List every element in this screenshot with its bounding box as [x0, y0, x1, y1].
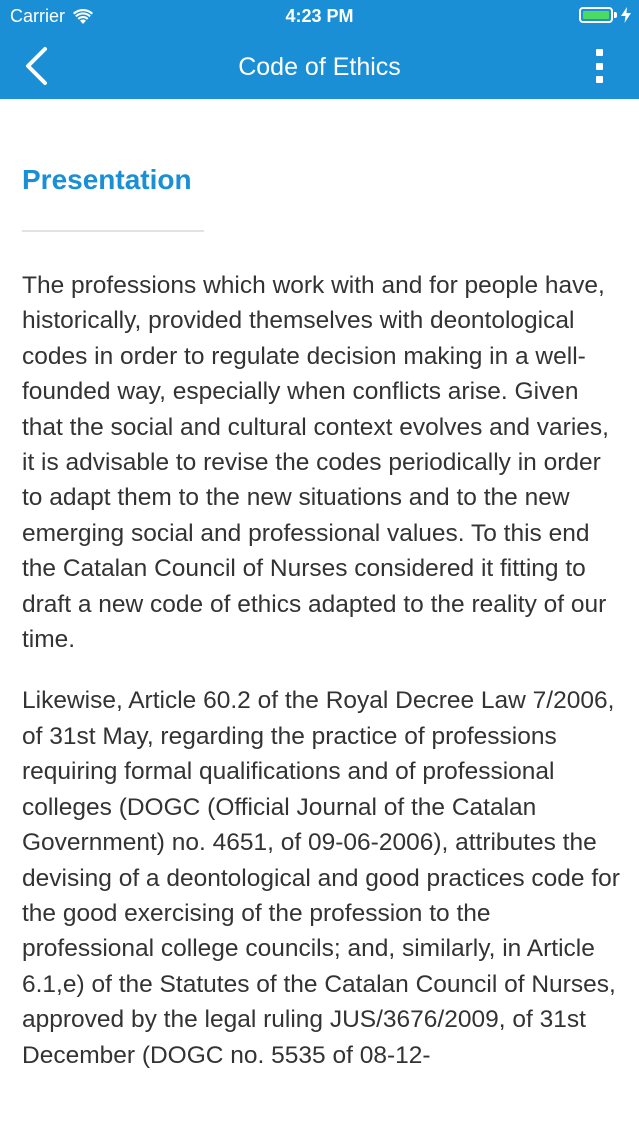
more-vertical-icon-dot: [596, 63, 603, 70]
status-time: 4:23 PM: [285, 6, 354, 26]
charging-bolt-icon: [621, 7, 631, 23]
status-bar: [0, 0, 639, 34]
article-content: [22, 99, 622, 1073]
battery-icon: [579, 7, 613, 23]
page-title: Code of Ethics: [238, 53, 401, 81]
section-title: Presentation: [22, 164, 192, 195]
title-divider: [22, 230, 204, 232]
more-vertical-icon: [596, 49, 603, 56]
carrier-label: Carrier: [10, 6, 66, 26]
battery-indicator: [579, 7, 631, 23]
navigation-bar: [0, 34, 639, 99]
more-options-button[interactable]: [587, 46, 611, 86]
battery-level: [583, 11, 609, 19]
paragraph: The professions which work with and for people have, historically, provided themselves with deontological codes in order to regulate decision making in a well-founded way, especially when conflicts arise. Given that the social and cultural context evolves and varies, it is advisable to revise the codes periodically in order to adapt them to the new situations and to the new emerging social and professional values. To this end the Catalan Council of Nurses considered it fitting to draft a new code of ethics adapted to the reality of our time.: [22, 272, 609, 654]
paragraph: Likewise, Article 60.2 of the Royal Decree Law 7/2006, of 31st May, regarding the practice of professions requiring formal qualifications and of professional colleges (DOGC (Official Journal of the Catalan Government) no. 4651, of 09-06-2006), attributes the devising of a deontological and good practices code for the good exercising of the profession to the professional college councils; and, similarly, in Article 6.1,e) of the Statutes of the Catalan Council of Nurses, approved by the legal ruling JUS/3676/2009, of 31st December (DOGC no. 5535 of 08-12-: [22, 687, 620, 1069]
more-vertical-icon-dot: [596, 76, 603, 83]
battery-tip: [614, 12, 617, 18]
